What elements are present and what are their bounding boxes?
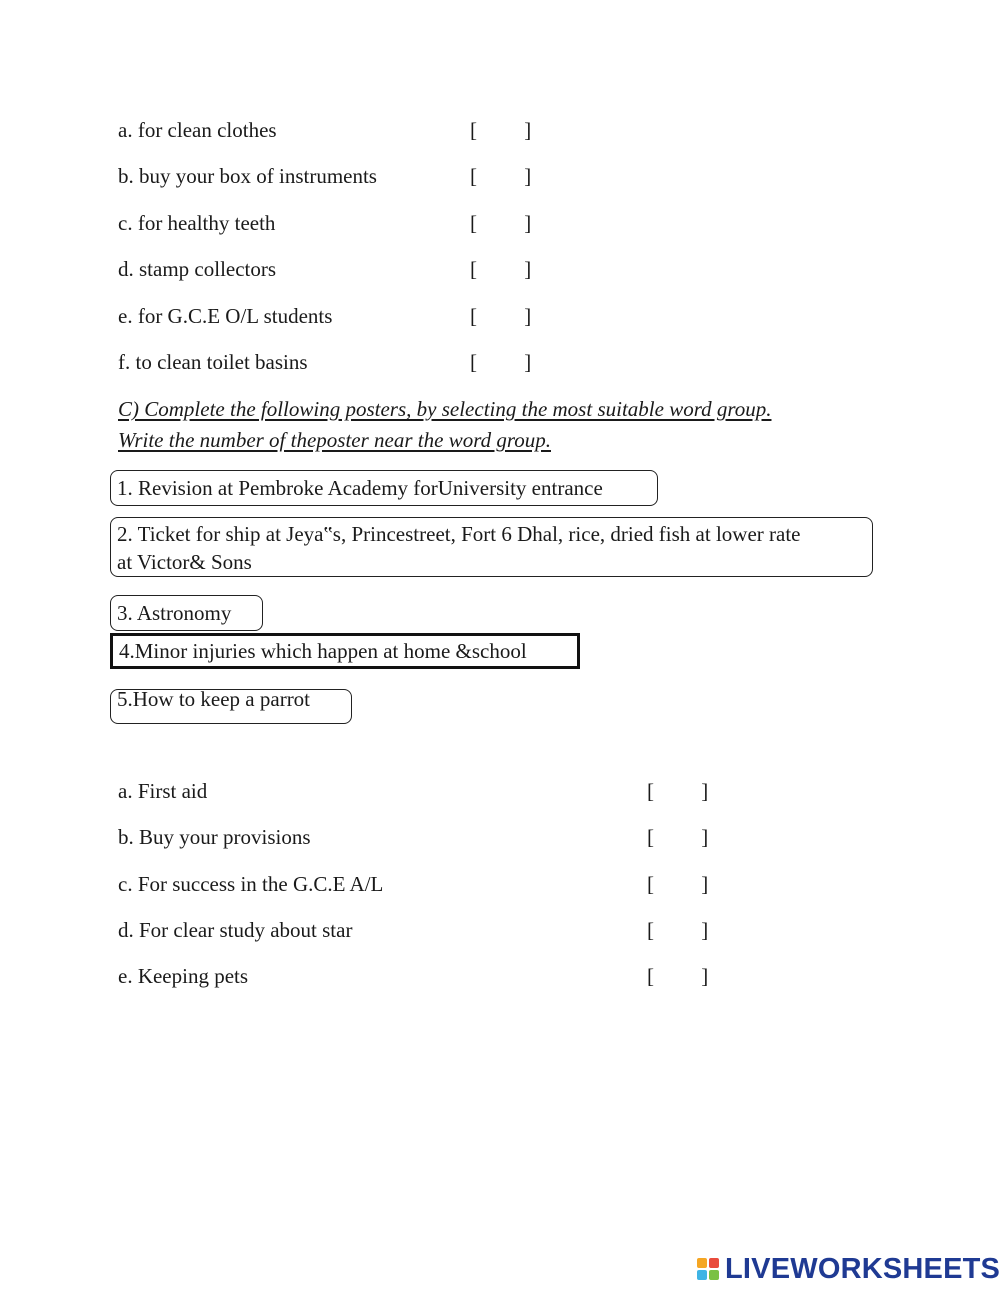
answer-bracket[interactable]: [ ] [647,964,709,988]
answer-bracket[interactable]: [ ] [647,918,709,942]
poster-box-3 [110,595,263,631]
poster-box-2 [110,517,873,577]
list-item-text: a. First aid [118,779,208,803]
list-item-text: c. for healthy teeth [118,211,276,235]
instruction-line-2: Write the number of theposter near the word group. [118,428,551,452]
list-item-text: c. For success in the G.C.E A/L [118,872,384,896]
answer-bracket[interactable]: [ ] [470,118,532,142]
poster-box-1 [110,470,658,506]
list-item-text: f. to clean toilet basins [118,350,308,374]
answer-bracket[interactable]: [ ] [470,257,532,281]
poster-text: 1. Revision at Pembroke Academy forUniversity entrance [117,476,603,500]
poster-box-4 [110,633,580,669]
answer-bracket[interactable]: [ ] [647,872,709,896]
liveworksheets-logo [697,1252,1000,1286]
list-item-text: b. Buy your provisions [118,825,311,849]
poster-text-line-2: at Victor& Sons [117,550,252,574]
poster-text-line-1: 2. Ticket for ship at Jeya‟s, Princestreet, Fort 6 Dhal, rice, dried fish at lower rate [117,522,801,546]
poster-text: 5.How to keep a parrot [117,687,311,711]
list-item-text: e. for G.C.E O/L students [118,304,333,328]
list-item-text: e. Keeping pets [118,964,249,988]
list-item-text: a. for clean clothes [118,118,277,142]
instruction-line-1: C) Complete the following posters, by selecting the most suitable word group. [118,397,772,421]
answer-bracket[interactable]: [ ] [647,779,709,803]
list-item-text: b. buy your box of instruments [118,164,377,188]
poster-text: 3. Astronomy [117,601,232,625]
answer-bracket[interactable]: [ ] [470,350,532,374]
poster-box-5 [110,689,352,724]
answer-bracket[interactable]: [ ] [470,164,532,188]
answer-bracket[interactable]: [ ] [647,825,709,849]
list-item-text: d. stamp collectors [118,257,277,281]
logo-grid-icon [697,1258,719,1280]
answer-bracket[interactable]: [ ] [470,304,532,328]
logo-text: LIVEWORKSHEETS [725,1252,1000,1285]
answer-bracket[interactable]: [ ] [470,211,532,235]
poster-text: 4.Minor injuries which happen at home &school [119,639,527,663]
list-item-text: d. For clear study about star [118,918,353,942]
